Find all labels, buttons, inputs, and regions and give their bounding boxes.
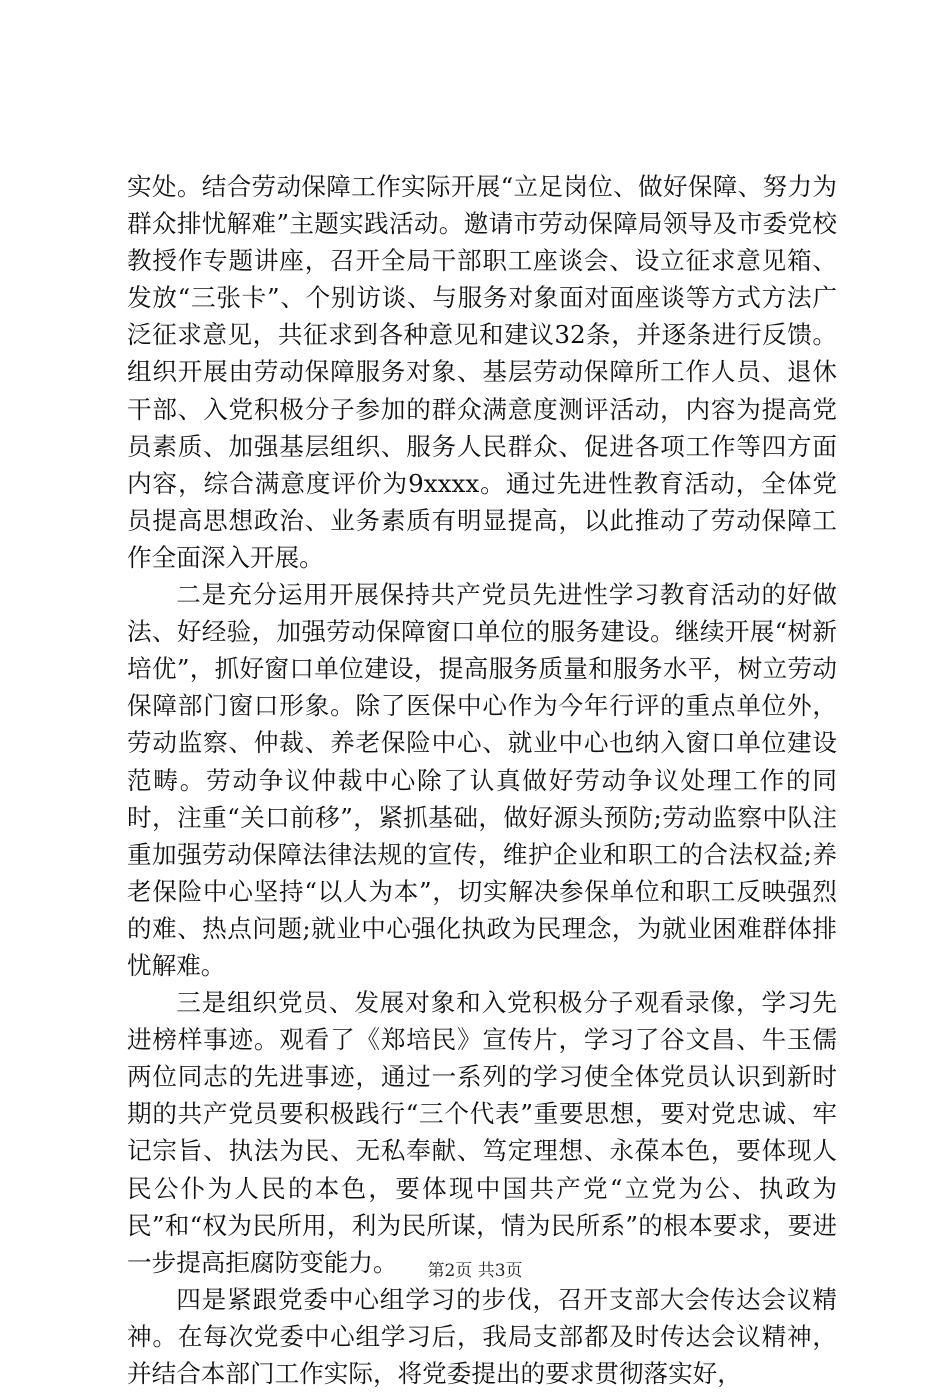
paragraph-four: 四是紧跟党委中心组学习的步伐，召开支部大会传达会议精神。在每次党委中心组学习后，我局支部都及时传达会议精神，并结合本部门工作实际，将党委提出的要求贯彻落实好，: [127, 1284, 837, 1388]
paragraph-continuation: 实处。结合劳动保障工作实际开展“立足岗位、做好保障、努力为群众排忧解难”主题实践活动。邀请市劳动保障局领导及市委党校教授作专题讲座，召开全局干部职工座谈会、设立征求意见箱、发放“三张卡”、个别访谈、与服务对象面对面座谈等方式方法广泛征求意见，共征求到各种意见和建议32条，并逐条进行反馈。组织开展由劳动保障服务对象、基层劳动保障所工作人员、退休干部、入党积极分子参加的群众满意度测评活动，内容为提高党员素质、加强基层组织、服务人民群众、促进各项工作等四方面内容，综合满意度评价为9xxxx。通过先进性教育活动，全体党员提高思想政治、业务素质有明显提高，以此推动了劳动保障工作全面深入开展。: [127, 172, 837, 572]
document-body: [127, 168, 837, 1392]
paragraph-two: 二是充分运用开展保持共产党员先进性学习教育活动的好做法、好经验，加强劳动保障窗口单位的服务建设。继续开展“树新培优”，抓好窗口单位建设，提高服务质量和服务水平，树立劳动保障部门窗口形象。除了医保中心作为今年行评的重点单位外，劳动监察、仲裁、养老保险中心、就业中心也纳入窗口单位建设范畴。劳动争议仲裁中心除了认真做好劳动争议处理工作的同时，注重“关口前移”，紧抓基础，做好源头预防;劳动监察中队注重加强劳动保障法律法规的宣传，维护企业和职工的合法权益;养老保险中心坚持“以人为本”，切实解决参保单位和职工反映强烈的难、热点问题;就业中心强化执政为民理念，为就业困难群体排忧解难。: [127, 580, 837, 980]
page-number-footer: 第2页 共3页: [427, 1261, 523, 1281]
paragraph-three: 三是组织党员、发展对象和入党积极分子观看录像，学习先进榜样事迹。观看了《郑培民》宣传片，学习了谷文昌、牛玉儒两位同志的先进事迹，通过一系列的学习使全体党员认识到新时期的共产党员要积极践行“三个代表”重要思想，要对党忠诚、牢记宗旨、执法为民、无私奉献、笃定理想、永葆本色，要体现人民公仆为人民的本色，要体现中国共产党“立党为公、执政为民”和“权为民所用，利为民所谋，情为民所系”的根本要求，要进一步提高拒腐防变能力。: [127, 988, 837, 1277]
